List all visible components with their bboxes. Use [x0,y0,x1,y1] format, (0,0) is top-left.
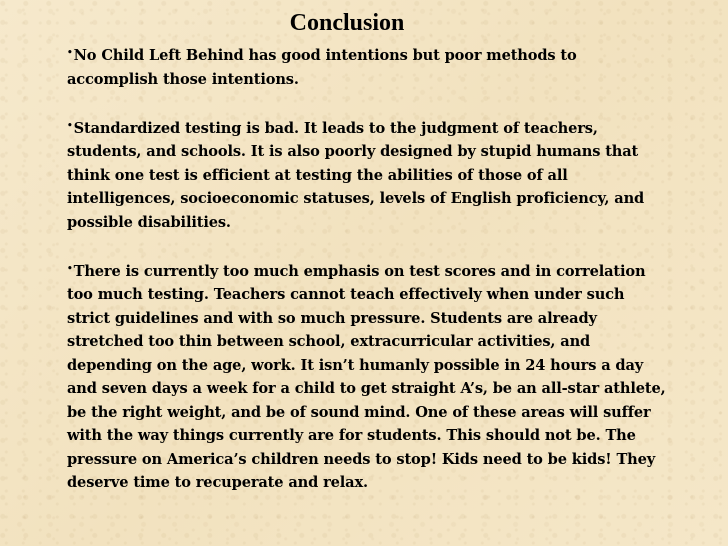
bullet-dot-icon: • [67,263,73,274]
bullet-list [67,42,667,518]
bullet-text-3: There is currently too much emphasis on test scores and in correlation too much testing. Teachers cannot teach effectively when under such strict guidelines and with so much pressure. Students are already stretched too thin between school, extracurricular activities, and depending on the age, work. It isn’t humanly possible in 24 hours a day and seven days a week for a child to get straight A’s, be an all-star athlete, be the right weight, and be of sound mind. One of these areas will suffer with the way things currently are for students. This should not be. The pressure on America’s children needs to stop! Kids need to be kids! They deserve time to recuperate and relax. [67,262,666,491]
bullet-item-3 [67,258,667,495]
bullet-dot-icon: • [67,48,73,58]
bullet-item-1 [67,42,667,91]
bullet-text-1: No Child Left Behind has good intentions but poor methods to accomplish those intentions. [67,47,577,88]
bullet-text-2: Standardized testing is bad. It leads to the judgment of teachers, students, and schools. It is also poorly designed by stupid humans that think one test is efficient at testing the abilities of those of all intelligences, socioeconomic statuses, levels of English proficiency, and possible disabilities. [67,119,645,231]
slide-title: Conclusion [289,10,405,36]
bullet-dot-icon: • [67,120,73,131]
bullet-item-2 [67,115,667,235]
